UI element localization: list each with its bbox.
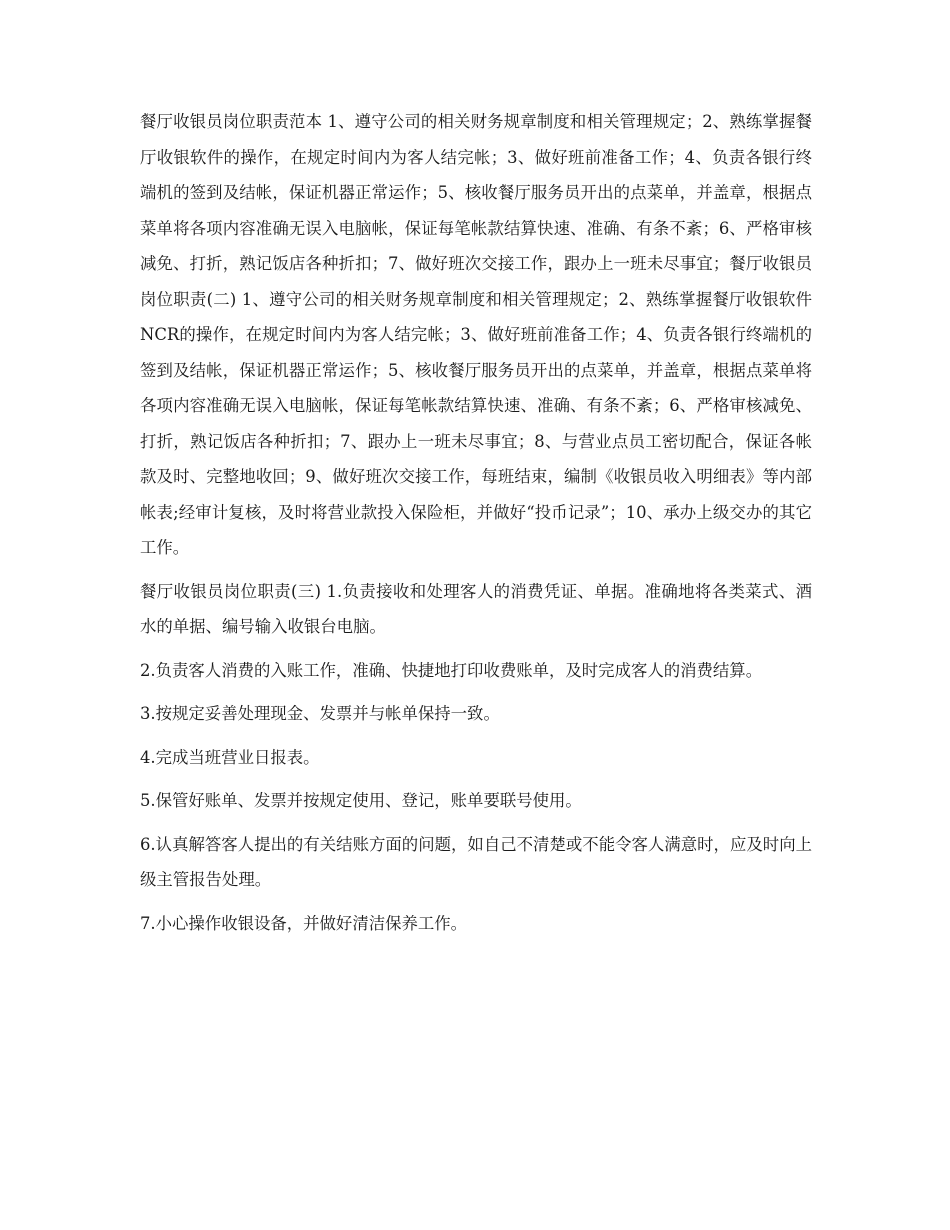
paragraph-1: 餐厅收银员岗位职责范本 1、遵守公司的相关财务规章制度和相关管理规定；2、熟练掌握餐厅收银软件的操作，在规定时间内为客人结完帐；3、做好班前准备工作；4、负责各银行终端机的签到及结帐，保证机器正常运作；5、核收餐厅服务员开出的点菜单，并盖章，根据点菜单将各项内容准确无误入电脑帐，保证每笔帐款结算快速、准确、有条不紊；6、严格审核减免、打折，熟记饭店各种折扣；7、做好班次交接工作，跟办上一班未尽事宜；餐厅收银员岗位职责(二) 1、遵守公司的相关财务规章制度和相关管理规定；2、熟练掌握餐厅收银软件NCR的操作，在规定时间内为客人结完帐；3、做好班前准备工作；4、负责各银行终端机的签到及结帐，保证机器正常运作；5、核收餐厅服务员开出的点菜单，并盖章，根据点菜单将各项内容准确无误入电脑帐，保证每笔帐款结算快速、准确、有条不紊；6、严格审核减免、打折，熟记饭店各种折扣；7、跟办上一班未尽事宜；8、与营业点员工密切配合，保证各帐款及时、完整地收回；9、做好班次交接工作，每班结束，编制《收银员收入明细表》等内部帐表;经审计复核，及时将营业款投入保险柜，并做好“投币记录”；10、承办上级交办的其它工作。 [140, 112, 812, 557]
paragraph-7: 6.认真解答客人提出的有关结账方面的问题，如自己不清楚或不能令客人满意时，应及时向上级主管报告处理。 [140, 834, 812, 889]
paragraph-3: 2.负责客人消费的入账工作，准确、快捷地打印收费账单，及时完成客人的消费结算。 [140, 660, 763, 680]
paragraph-8: 7.小心操作收银设备，并做好清洁保养工作。 [140, 913, 468, 933]
paragraph-6: 5.保管好账单、发票并按规定使用、登记，账单要联号使用。 [140, 791, 582, 810]
document-page [140, 104, 812, 949]
paragraph-5: 4.完成当班营业日报表。 [140, 747, 320, 767]
paragraph-2: 餐厅收银员岗位职责(三) 1.负责接收和处理客人的消费凭证、单据。准确地将各类菜式、酒水的单据、编号输入收银台电脑。 [140, 581, 812, 636]
paragraph-4: 3.按规定妥善处理现金、发票并与帐单保持一致。 [140, 704, 500, 723]
